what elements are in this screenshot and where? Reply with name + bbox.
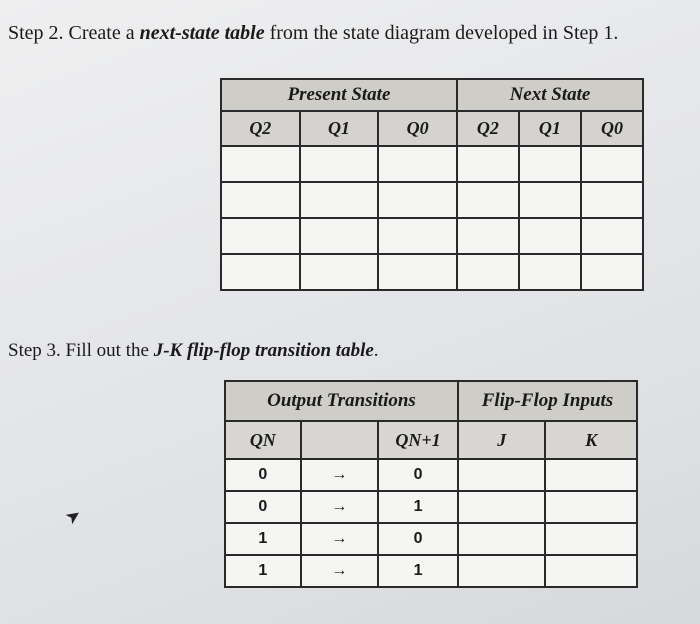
arrow-right-icon: → bbox=[301, 491, 379, 523]
table-cell[interactable] bbox=[378, 254, 457, 290]
step2-instruction bbox=[8, 22, 618, 45]
k-cell[interactable] bbox=[545, 555, 637, 587]
table-cell[interactable] bbox=[581, 254, 643, 290]
table-cell[interactable] bbox=[378, 218, 457, 254]
present-q0-header: Q0 bbox=[378, 111, 457, 146]
table-row bbox=[221, 218, 643, 254]
step3-emphasis: J-K flip-flop transition table bbox=[153, 340, 374, 361]
output-transitions-header: Output Transitions bbox=[225, 381, 458, 421]
step2-emphasis: next-state table bbox=[139, 22, 265, 44]
jk-transition-table bbox=[224, 380, 638, 588]
qn-header: QN bbox=[225, 421, 301, 459]
arrow-right-icon: → bbox=[301, 555, 379, 587]
table-cell[interactable] bbox=[457, 182, 519, 218]
table-cell[interactable] bbox=[221, 218, 300, 254]
table-cell[interactable] bbox=[378, 182, 457, 218]
arrow-right-icon: → bbox=[301, 459, 379, 491]
table-cell[interactable] bbox=[221, 182, 300, 218]
j-cell[interactable] bbox=[458, 491, 546, 523]
table-cell[interactable] bbox=[519, 218, 581, 254]
next-q1-header: Q1 bbox=[519, 111, 581, 146]
table-cell[interactable] bbox=[519, 146, 581, 182]
table-cell[interactable] bbox=[581, 182, 643, 218]
qn-cell: 1 bbox=[225, 555, 301, 587]
table-cell[interactable] bbox=[457, 254, 519, 290]
table-cell[interactable] bbox=[519, 254, 581, 290]
qn1-cell: 0 bbox=[378, 523, 458, 555]
table-row bbox=[225, 523, 637, 555]
table-cell[interactable] bbox=[457, 146, 519, 182]
table-cell[interactable] bbox=[581, 146, 643, 182]
step3-suffix: . bbox=[373, 340, 379, 361]
present-state-header: Present State bbox=[221, 79, 457, 111]
step2-prefix: Step 2. Create a bbox=[8, 22, 140, 44]
table-row bbox=[221, 182, 643, 218]
table-row bbox=[221, 254, 643, 290]
qn1-cell: 1 bbox=[378, 555, 458, 587]
qn-cell: 0 bbox=[225, 459, 301, 491]
qn-cell: 0 bbox=[225, 491, 301, 523]
arrow-right-icon: → bbox=[301, 523, 379, 555]
qn1-cell: 0 bbox=[378, 459, 458, 491]
k-header: K bbox=[545, 421, 637, 459]
table-row bbox=[221, 146, 643, 182]
next-q0-header: Q0 bbox=[581, 111, 643, 146]
j-header: J bbox=[458, 421, 546, 459]
table-cell[interactable] bbox=[300, 146, 379, 182]
step2-suffix: from the state diagram developed in Step 1. bbox=[264, 22, 619, 44]
table-cell[interactable] bbox=[519, 182, 581, 218]
j-cell[interactable] bbox=[458, 523, 546, 555]
arrow-cursor-icon: ➤ bbox=[61, 503, 86, 530]
next-q2-header: Q2 bbox=[457, 111, 519, 146]
flip-flop-inputs-header: Flip-Flop Inputs bbox=[458, 381, 637, 421]
step3-instruction bbox=[8, 340, 379, 362]
table-cell[interactable] bbox=[581, 218, 643, 254]
present-q2-header: Q2 bbox=[221, 111, 300, 146]
table-row bbox=[225, 491, 637, 523]
k-cell[interactable] bbox=[545, 523, 637, 555]
j-cell[interactable] bbox=[458, 459, 546, 491]
table-cell[interactable] bbox=[300, 218, 379, 254]
table-cell[interactable] bbox=[300, 254, 379, 290]
table-row bbox=[225, 555, 637, 587]
table-cell[interactable] bbox=[378, 146, 457, 182]
present-q1-header: Q1 bbox=[300, 111, 379, 146]
table-cell[interactable] bbox=[457, 218, 519, 254]
table-row bbox=[225, 459, 637, 491]
qn-cell: 1 bbox=[225, 523, 301, 555]
k-cell[interactable] bbox=[545, 491, 637, 523]
k-cell[interactable] bbox=[545, 459, 637, 491]
next-state-header: Next State bbox=[457, 79, 643, 111]
table-cell[interactable] bbox=[300, 182, 379, 218]
arrow-header bbox=[301, 421, 379, 459]
qn1-cell: 1 bbox=[378, 491, 458, 523]
next-state-table bbox=[220, 78, 644, 291]
j-cell[interactable] bbox=[458, 555, 546, 587]
step3-prefix: Step 3. Fill out the bbox=[8, 340, 154, 361]
table-cell[interactable] bbox=[221, 254, 300, 290]
qn1-header: QN+1 bbox=[378, 421, 458, 459]
table-cell[interactable] bbox=[221, 146, 300, 182]
